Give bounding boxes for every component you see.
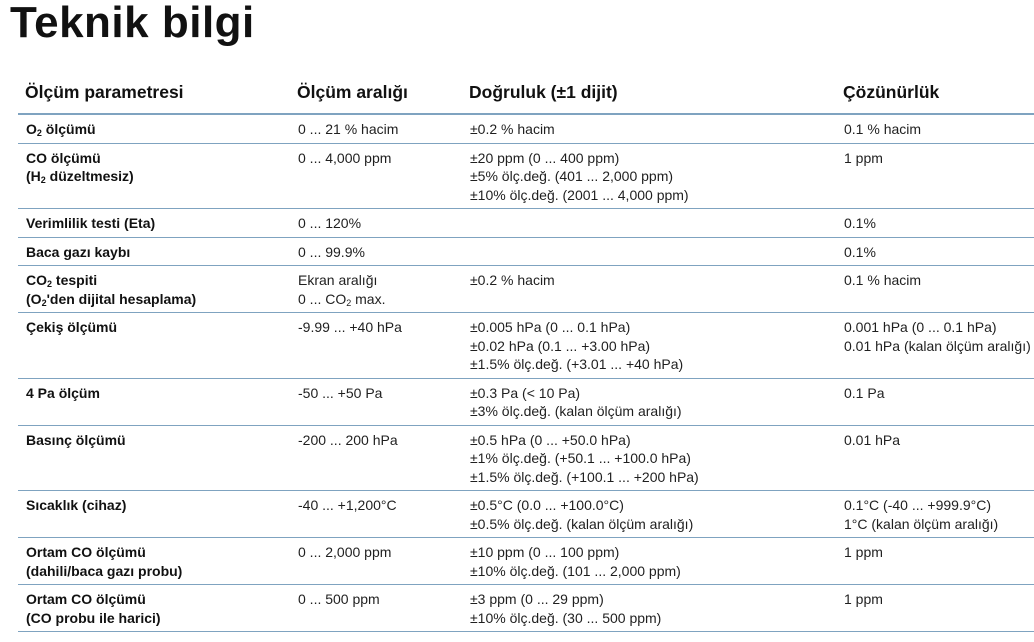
cell-resolution bbox=[836, 425, 1034, 491]
cell-parameter bbox=[18, 425, 290, 491]
table-body bbox=[18, 114, 1034, 632]
cell-range-line: -200 ... 200 hPa bbox=[298, 431, 398, 448]
cell-resolution bbox=[836, 237, 1034, 266]
cell-resolution-line: 1°C (kalan ölçüm aralığı) bbox=[844, 515, 999, 532]
cell-range bbox=[290, 266, 462, 313]
cell-range bbox=[290, 209, 462, 238]
cell-accuracy-line: ±0.005 hPa (0 ... 0.1 hPa) bbox=[470, 319, 631, 335]
cell-parameter bbox=[18, 237, 290, 266]
cell-accuracy bbox=[462, 378, 836, 425]
cell-resolution-line: 0.01 hPa bbox=[844, 431, 901, 448]
cell-resolution bbox=[836, 378, 1034, 425]
header-accuracy: Doğruluk (±1 dijit) bbox=[462, 74, 836, 114]
cell-resolution bbox=[836, 538, 1034, 585]
cell-parameter bbox=[18, 313, 290, 379]
cell-range-line: 0 ... 500 ppm bbox=[298, 591, 380, 607]
cell-range-line: 0 ... 21 % hacim bbox=[298, 121, 399, 137]
cell-parameter-line: 4 Pa ölçüm bbox=[26, 384, 100, 401]
cell-range bbox=[290, 114, 462, 143]
cell-range bbox=[290, 585, 462, 632]
cell-accuracy bbox=[462, 538, 836, 585]
table-header-row bbox=[18, 74, 1034, 114]
cell-range-line: -50 ... +50 Pa bbox=[298, 384, 383, 401]
cell-parameter bbox=[18, 491, 290, 538]
table-row bbox=[18, 237, 1034, 266]
cell-range bbox=[290, 538, 462, 585]
cell-accuracy-line: ±0.5% ölç.değ. (kalan ölçüm aralığı) bbox=[470, 515, 694, 532]
cell-accuracy bbox=[462, 585, 836, 632]
cell-resolution-line: 1 ppm bbox=[844, 544, 883, 560]
cell-resolution-line: 0.01 hPa (kalan ölçüm aralığı) bbox=[844, 337, 1031, 354]
cell-range bbox=[290, 425, 462, 491]
cell-parameter-line: ($O_2'den$ dijital hesaplama) bbox=[26, 290, 197, 308]
cell-range bbox=[290, 491, 462, 538]
cell-parameter bbox=[18, 538, 290, 585]
cell-accuracy-line: ±20 ppm (0 ... 400 ppm) bbox=[470, 149, 620, 166]
cell-parameter bbox=[18, 209, 290, 238]
cell-accuracy-line: ±3 ppm (0 ... 29 ppm) bbox=[470, 591, 604, 607]
cell-parameter-line: $O_2$ ölçümü bbox=[26, 121, 96, 138]
cell-accuracy-line: ±0.5 hPa (0 ... +50.0 hPa) bbox=[470, 431, 631, 448]
cell-range bbox=[290, 313, 462, 379]
cell-accuracy-line: ±10 ppm (0 ... 100 ppm) bbox=[470, 544, 620, 560]
table-row bbox=[18, 143, 1034, 209]
cell-accuracy-line: ±1.5% ölç.değ. (+100.1 ... +200 hPa) bbox=[470, 468, 699, 485]
cell-range-line: Ekran aralığı bbox=[298, 272, 378, 288]
table-row bbox=[18, 491, 1034, 538]
cell-accuracy bbox=[462, 114, 836, 143]
cell-resolution bbox=[836, 143, 1034, 209]
technical-data-table bbox=[18, 74, 1034, 632]
header-resolution: Çözünürlük bbox=[836, 74, 1034, 114]
table-row bbox=[18, 114, 1034, 143]
cell-accuracy-line: ±10% ölç.değ. (101 ... 2,000 ppm) bbox=[470, 562, 681, 579]
cell-range-line: -40 ... +1,200°C bbox=[298, 497, 397, 513]
cell-resolution bbox=[836, 114, 1034, 143]
cell-resolution-line: 0.1% bbox=[844, 215, 876, 231]
cell-resolution bbox=[836, 585, 1034, 632]
cell-parameter bbox=[18, 266, 290, 313]
cell-range-line: 0 ... 99.9% bbox=[298, 243, 365, 260]
cell-range-line: 0 ... $CO_2$ max. bbox=[298, 290, 386, 308]
cell-parameter bbox=[18, 378, 290, 425]
cell-resolution-line: 0.1 % hacim bbox=[844, 272, 922, 288]
table-row bbox=[18, 538, 1034, 585]
cell-range bbox=[290, 143, 462, 209]
cell-accuracy-line: ±1.5% ölç.değ. (+3.01 ... +40 hPa) bbox=[470, 356, 684, 372]
table-row bbox=[18, 425, 1034, 491]
table-row bbox=[18, 585, 1034, 632]
cell-range-line: 0 ... 2,000 ppm bbox=[298, 544, 392, 560]
cell-parameter bbox=[18, 143, 290, 209]
cell-range-line: 0 ... 4,000 ppm bbox=[298, 149, 392, 166]
cell-parameter-line: $CO_2$ tespiti bbox=[26, 272, 98, 289]
cell-range-line: 0 ... 120% bbox=[298, 215, 362, 231]
cell-accuracy bbox=[462, 237, 836, 266]
cell-parameter-line: CO ölçümü bbox=[26, 149, 101, 166]
table-row bbox=[18, 266, 1034, 313]
cell-accuracy-line: ±3% ölç.değ. (kalan ölçüm aralığı) bbox=[470, 403, 682, 419]
header-parameter: Ölçüm parametresi bbox=[18, 74, 290, 114]
cell-resolution-line: 1 ppm bbox=[844, 591, 883, 607]
cell-parameter bbox=[18, 585, 290, 632]
cell-accuracy-line: ±1% ölç.değ. (+50.1 ... +100.0 hPa) bbox=[470, 450, 691, 466]
cell-resolution bbox=[836, 313, 1034, 379]
cell-range bbox=[290, 378, 462, 425]
cell-accuracy bbox=[462, 425, 836, 491]
cell-parameter-line: Baca gazı kaybı bbox=[26, 243, 131, 260]
cell-parameter-line: Sıcaklık (cihaz) bbox=[26, 497, 127, 513]
cell-parameter-line: Çekiş ölçümü bbox=[26, 319, 118, 335]
cell-resolution-line: 1 ppm bbox=[844, 149, 883, 166]
cell-resolution bbox=[836, 266, 1034, 313]
cell-resolution bbox=[836, 209, 1034, 238]
cell-accuracy bbox=[462, 209, 836, 238]
cell-parameter-line: Basınç ölçümü bbox=[26, 431, 126, 448]
cell-parameter-line: ($H_2$ düzeltmesiz) bbox=[26, 168, 134, 185]
page-title: Teknik bilgi bbox=[10, 0, 255, 47]
cell-accuracy-line: ±0.5°C (0.0 ... +100.0°C) bbox=[470, 497, 624, 513]
cell-parameter-line: Verimlilik testi (Eta) bbox=[26, 215, 156, 231]
cell-accuracy bbox=[462, 491, 836, 538]
table-row bbox=[18, 313, 1034, 379]
cell-accuracy bbox=[462, 266, 836, 313]
cell-resolution bbox=[836, 491, 1034, 538]
cell-range-line: -9.99 ... +40 hPa bbox=[298, 319, 402, 335]
cell-accuracy-line: ±5% ölç.değ. (401 ... 2,000 ppm) bbox=[470, 168, 674, 184]
cell-resolution-line: 0.1% bbox=[844, 243, 876, 260]
cell-parameter-line: Ortam CO ölçümü bbox=[26, 591, 146, 607]
cell-accuracy-line: ±0.02 hPa (0.1 ... +3.00 hPa) bbox=[470, 337, 651, 354]
cell-parameter-line: Ortam CO ölçümü bbox=[26, 544, 146, 560]
cell-accuracy bbox=[462, 313, 836, 379]
cell-resolution-line: 0.1 Pa bbox=[844, 384, 885, 401]
cell-resolution-line: 0.1°C (-40 ... +999.9°C) bbox=[844, 497, 991, 513]
cell-accuracy bbox=[462, 143, 836, 209]
cell-accuracy-line: ±10% ölç.değ. (30 ... 500 ppm) bbox=[470, 609, 662, 626]
cell-parameter-line: (dahili/baca gazı probu) bbox=[26, 562, 183, 579]
cell-resolution-line: 0.001 hPa (0 ... 0.1 hPa) bbox=[844, 319, 997, 335]
cell-accuracy-line: ±0.2 % hacim bbox=[470, 272, 555, 288]
header-range: Ölçüm aralığı bbox=[290, 74, 462, 114]
cell-accuracy-line: ±10% ölç.değ. (2001 ... 4,000 ppm) bbox=[470, 186, 689, 203]
table-row bbox=[18, 378, 1034, 425]
cell-range bbox=[290, 237, 462, 266]
cell-accuracy-line: ±0.3 Pa (< 10 Pa) bbox=[470, 384, 581, 401]
cell-parameter-line: (CO probu ile harici) bbox=[26, 609, 161, 626]
table-row bbox=[18, 209, 1034, 238]
cell-parameter bbox=[18, 114, 290, 143]
cell-resolution-line: 0.1 % hacim bbox=[844, 121, 922, 137]
cell-accuracy-line: ±0.2 % hacim bbox=[470, 121, 555, 137]
